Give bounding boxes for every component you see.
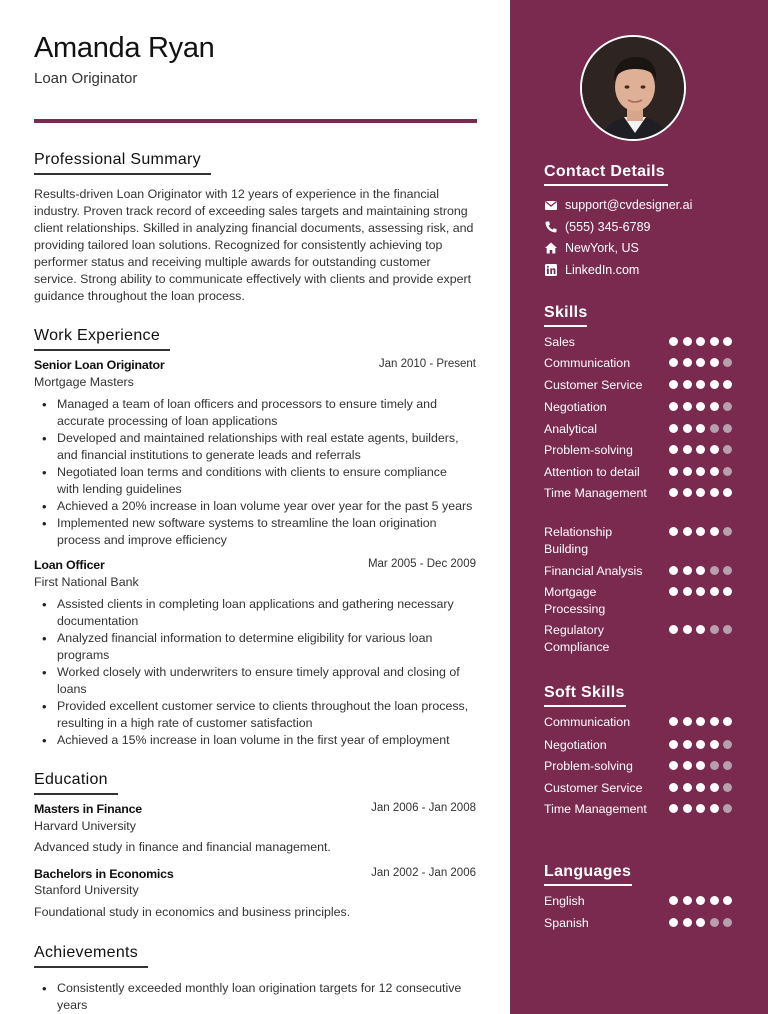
rating-dot <box>723 896 732 905</box>
candidate-title: Loan Originator <box>34 70 138 87</box>
skill-name: Communication <box>544 356 631 370</box>
degree-date: Jan 2006 - Jan 2008 <box>371 802 476 814</box>
rating-dot <box>710 918 719 927</box>
skill-name: Sales <box>544 335 575 349</box>
skill-row <box>544 524 744 558</box>
skill-name: Relationship Building <box>544 525 613 556</box>
rating-dot <box>696 625 705 634</box>
bullet-item: • Achieved a 20% increase in loan volume year over year for the past 5 years <box>57 498 477 515</box>
skill-name: Customer Service <box>544 378 643 392</box>
rating-dot <box>723 402 732 411</box>
rating-dot <box>683 740 692 749</box>
rating-dot <box>710 358 719 367</box>
rating-dot <box>669 625 678 634</box>
skill-row <box>544 464 744 481</box>
bullet-item: • Provided excellent customer service to clients throughout the loan process, resulting in a high rate of customer satisfaction <box>57 698 477 732</box>
soft-skill-row <box>544 801 744 818</box>
job-company: First National Bank <box>34 575 139 589</box>
envelope-icon <box>544 198 558 212</box>
bullet-item: • Assisted clients in completing loan applications and gathering necessary documentation <box>57 596 477 630</box>
rating-dot <box>683 717 692 726</box>
language-rating <box>669 896 737 905</box>
school-name: Stanford University <box>34 883 139 897</box>
rating-dot <box>723 358 732 367</box>
job-title: Loan Officer <box>34 558 105 572</box>
linkedin-icon <box>544 263 558 277</box>
rating-dot <box>669 445 678 454</box>
degree-title: Masters in Finance <box>34 802 142 816</box>
rating-dot <box>710 445 719 454</box>
rating-dot <box>710 424 719 433</box>
skill-rating <box>669 424 737 433</box>
rating-dot <box>696 424 705 433</box>
rating-dot <box>723 804 732 813</box>
rating-dot <box>710 467 719 476</box>
candidate-name: Amanda Ryan <box>34 32 215 64</box>
skill-rating <box>669 445 737 454</box>
skill-name: Financial Analysis <box>544 564 643 578</box>
section-title-summary: Professional Summary <box>34 151 211 171</box>
job-company: Mortgage Masters <box>34 375 134 389</box>
rating-dot <box>710 566 719 575</box>
rating-dot <box>723 717 732 726</box>
summary-line: performer status and receiving multiple awards for outstanding customer <box>34 255 431 269</box>
section-title-achievements: Achievements <box>34 944 148 964</box>
rating-dot <box>669 488 678 497</box>
rating-dot <box>683 625 692 634</box>
soft-skill-rating <box>669 804 737 813</box>
soft-skill-name: Negotiation <box>544 738 607 752</box>
summary-line: client relationships. Skilled in analyzing financial documents, assessing risk, and <box>34 221 474 235</box>
skill-name: Mortgage Processing <box>544 585 606 616</box>
rating-dot <box>710 337 719 346</box>
soft-skill-row <box>544 758 744 775</box>
soft-skill-name: Customer Service <box>544 781 643 795</box>
job-date: Mar 2005 - Dec 2009 <box>367 558 476 570</box>
section-title-soft-skills: Soft Skills <box>544 684 625 702</box>
bullet-item: • Achieved a 15% increase in loan volume in the first year of employment <box>57 732 477 749</box>
rating-dot <box>723 783 732 792</box>
rating-dot <box>683 527 692 536</box>
rating-dot <box>669 358 678 367</box>
rating-dot <box>710 402 719 411</box>
soft-skill-row <box>544 714 744 731</box>
skill-rating <box>669 337 737 346</box>
rating-dot <box>683 424 692 433</box>
rating-dot <box>669 402 678 411</box>
rating-dot <box>669 527 678 536</box>
rating-dot <box>669 761 678 770</box>
rating-dot <box>696 488 705 497</box>
job-title: Senior Loan Originator <box>34 358 165 372</box>
profile-photo <box>580 35 686 141</box>
job-bullets <box>57 396 477 549</box>
school-name: Harvard University <box>34 819 136 833</box>
skill-name: Regulatory Compliance <box>544 623 610 654</box>
rating-dot <box>683 358 692 367</box>
rating-dot <box>723 445 732 454</box>
rating-dot <box>696 761 705 770</box>
rating-dot <box>696 740 705 749</box>
section-title-languages: Languages <box>544 863 631 881</box>
skill-rating <box>669 566 737 575</box>
rating-dot <box>669 717 678 726</box>
section-title-contact: Contact Details <box>544 163 665 181</box>
rating-dot <box>723 467 732 476</box>
contact-location: NewYork, US <box>544 241 639 255</box>
rating-dot <box>696 467 705 476</box>
achievement-bullets <box>57 980 477 1014</box>
rating-dot <box>669 424 678 433</box>
skill-rating <box>669 527 737 536</box>
rating-dot <box>669 587 678 596</box>
rating-dot <box>683 380 692 389</box>
rating-dot <box>669 896 678 905</box>
rating-dot <box>710 380 719 389</box>
rating-dot <box>710 587 719 596</box>
bullet-item: • Implemented new software systems to streamline the loan origination process and improve efficiency <box>57 515 477 549</box>
summary-line: service. Strong ability to communicate effectively with clients and provide expert <box>34 272 472 286</box>
skill-name: Attention to detail <box>544 465 640 479</box>
skill-name: Analytical <box>544 422 598 436</box>
skill-rating <box>669 380 737 389</box>
rating-dot <box>696 527 705 536</box>
rating-dot <box>683 467 692 476</box>
rating-dot <box>723 918 732 927</box>
rating-dot <box>683 896 692 905</box>
rating-dot <box>723 740 732 749</box>
skill-rating <box>669 358 737 367</box>
bullet-item: • Analyzed financial information to determine eligibility for various loan programs <box>57 630 477 664</box>
bullet-item: • Negotiated loan terms and conditions with clients to ensure compliance with lending guidelines <box>57 464 477 498</box>
rating-dot <box>710 625 719 634</box>
skill-row <box>544 485 744 502</box>
rating-dot <box>696 783 705 792</box>
rating-dot <box>696 380 705 389</box>
skill-rating <box>669 467 737 476</box>
contact-linkedin: LinkedIn.com <box>544 263 639 277</box>
rating-dot <box>710 804 719 813</box>
rating-dot <box>696 804 705 813</box>
rating-dot <box>710 527 719 536</box>
skill-rating <box>669 587 737 596</box>
bullet-item: • Consistently exceeded monthly loan origination targets for 12 consecutive years <box>57 980 477 1014</box>
rating-dot <box>683 488 692 497</box>
rating-dot <box>696 717 705 726</box>
summary-line: industry. Proven track record of exceeding sales targets and maintaining strong <box>34 204 468 218</box>
rating-dot <box>723 337 732 346</box>
rating-dot <box>696 402 705 411</box>
phone-icon <box>544 220 558 234</box>
rating-dot <box>683 445 692 454</box>
skill-row <box>544 421 744 438</box>
rating-dot <box>669 783 678 792</box>
bullet-item: • Managed a team of loan officers and processors to ensure timely and accurate processing of loan applications <box>57 396 477 430</box>
rating-dot <box>723 761 732 770</box>
rating-dot <box>669 337 678 346</box>
degree-date: Jan 2002 - Jan 2006 <box>371 867 476 879</box>
skill-row <box>544 622 744 656</box>
rating-dot <box>669 918 678 927</box>
skill-rating <box>669 625 737 634</box>
summary-line: providing tailored loan solutions. Recognized for consistently achieving top <box>34 238 443 252</box>
rating-dot <box>696 445 705 454</box>
job-bullets <box>57 596 477 749</box>
soft-skill-rating <box>669 717 737 726</box>
rating-dot <box>723 488 732 497</box>
degree-description: Foundational study in economics and business principles. <box>34 905 351 919</box>
rating-dot <box>683 761 692 770</box>
skill-row <box>544 334 744 351</box>
rating-dot <box>710 740 719 749</box>
header-divider <box>34 119 477 123</box>
summary-line: guidance throughout the loan process. <box>34 289 245 303</box>
rating-dot <box>683 587 692 596</box>
skill-row <box>544 399 744 416</box>
rating-dot <box>723 566 732 575</box>
rating-dot <box>683 402 692 411</box>
degree-description: Advanced study in finance and financial management. <box>34 840 331 854</box>
language-row <box>544 893 744 910</box>
soft-skill-rating <box>669 761 737 770</box>
soft-skill-row <box>544 780 744 797</box>
skill-row <box>544 355 744 372</box>
soft-skill-name: Time Management <box>544 802 647 816</box>
rating-dot <box>696 337 705 346</box>
rating-dot <box>723 424 732 433</box>
rating-dot <box>683 804 692 813</box>
skill-rating <box>669 488 737 497</box>
sidebar <box>510 0 768 1014</box>
rating-dot <box>723 527 732 536</box>
rating-dot <box>669 467 678 476</box>
soft-skill-row <box>544 737 744 754</box>
rating-dot <box>710 783 719 792</box>
soft-skill-rating <box>669 783 737 792</box>
skill-row <box>544 584 744 618</box>
language-row <box>544 915 744 932</box>
rating-dot <box>723 587 732 596</box>
section-title-education: Education <box>34 771 118 791</box>
rating-dot <box>669 804 678 813</box>
rating-dot <box>723 380 732 389</box>
language-name: Spanish <box>544 916 589 930</box>
job-date: Jan 2010 - Present <box>378 358 476 370</box>
soft-skill-name: Problem-solving <box>544 759 633 773</box>
rating-dot <box>710 896 719 905</box>
summary-text <box>34 186 479 305</box>
rating-dot <box>710 761 719 770</box>
rating-dot <box>710 717 719 726</box>
rating-dot <box>696 896 705 905</box>
rating-dot <box>683 566 692 575</box>
contact-email: support@cvdesigner.ai <box>544 198 692 212</box>
rating-dot <box>696 918 705 927</box>
language-rating <box>669 918 737 927</box>
rating-dot <box>683 918 692 927</box>
skill-row <box>544 442 744 459</box>
soft-skill-rating <box>669 740 737 749</box>
skill-name: Time Management <box>544 486 647 500</box>
rating-dot <box>669 566 678 575</box>
skill-name: Negotiation <box>544 400 607 414</box>
home-icon <box>544 241 558 255</box>
bullet-item: • Worked closely with underwriters to ensure timely approval and closing of loans <box>57 664 477 698</box>
skill-rating <box>669 402 737 411</box>
skill-name: Problem-solving <box>544 443 633 457</box>
rating-dot <box>669 740 678 749</box>
rating-dot <box>696 358 705 367</box>
rating-dot <box>696 566 705 575</box>
summary-line: Results-driven Loan Originator with 12 years of experience in the financial <box>34 187 439 201</box>
skill-row <box>544 563 744 580</box>
rating-dot <box>669 380 678 389</box>
degree-title: Bachelors in Economics <box>34 867 174 881</box>
soft-skill-name: Communication <box>544 715 631 729</box>
language-name: English <box>544 894 585 908</box>
rating-dot <box>723 625 732 634</box>
section-title-skills: Skills <box>544 304 588 322</box>
rating-dot <box>683 783 692 792</box>
section-title-work: Work Experience <box>34 327 170 347</box>
rating-dot <box>696 587 705 596</box>
rating-dot <box>683 337 692 346</box>
skill-row <box>544 377 744 394</box>
contact-phone: (555) 345-6789 <box>544 220 650 234</box>
rating-dot <box>710 488 719 497</box>
bullet-item: • Developed and maintained relationships with real estate agents, builders, and financial institutions to generate leads and referrals <box>57 430 477 464</box>
